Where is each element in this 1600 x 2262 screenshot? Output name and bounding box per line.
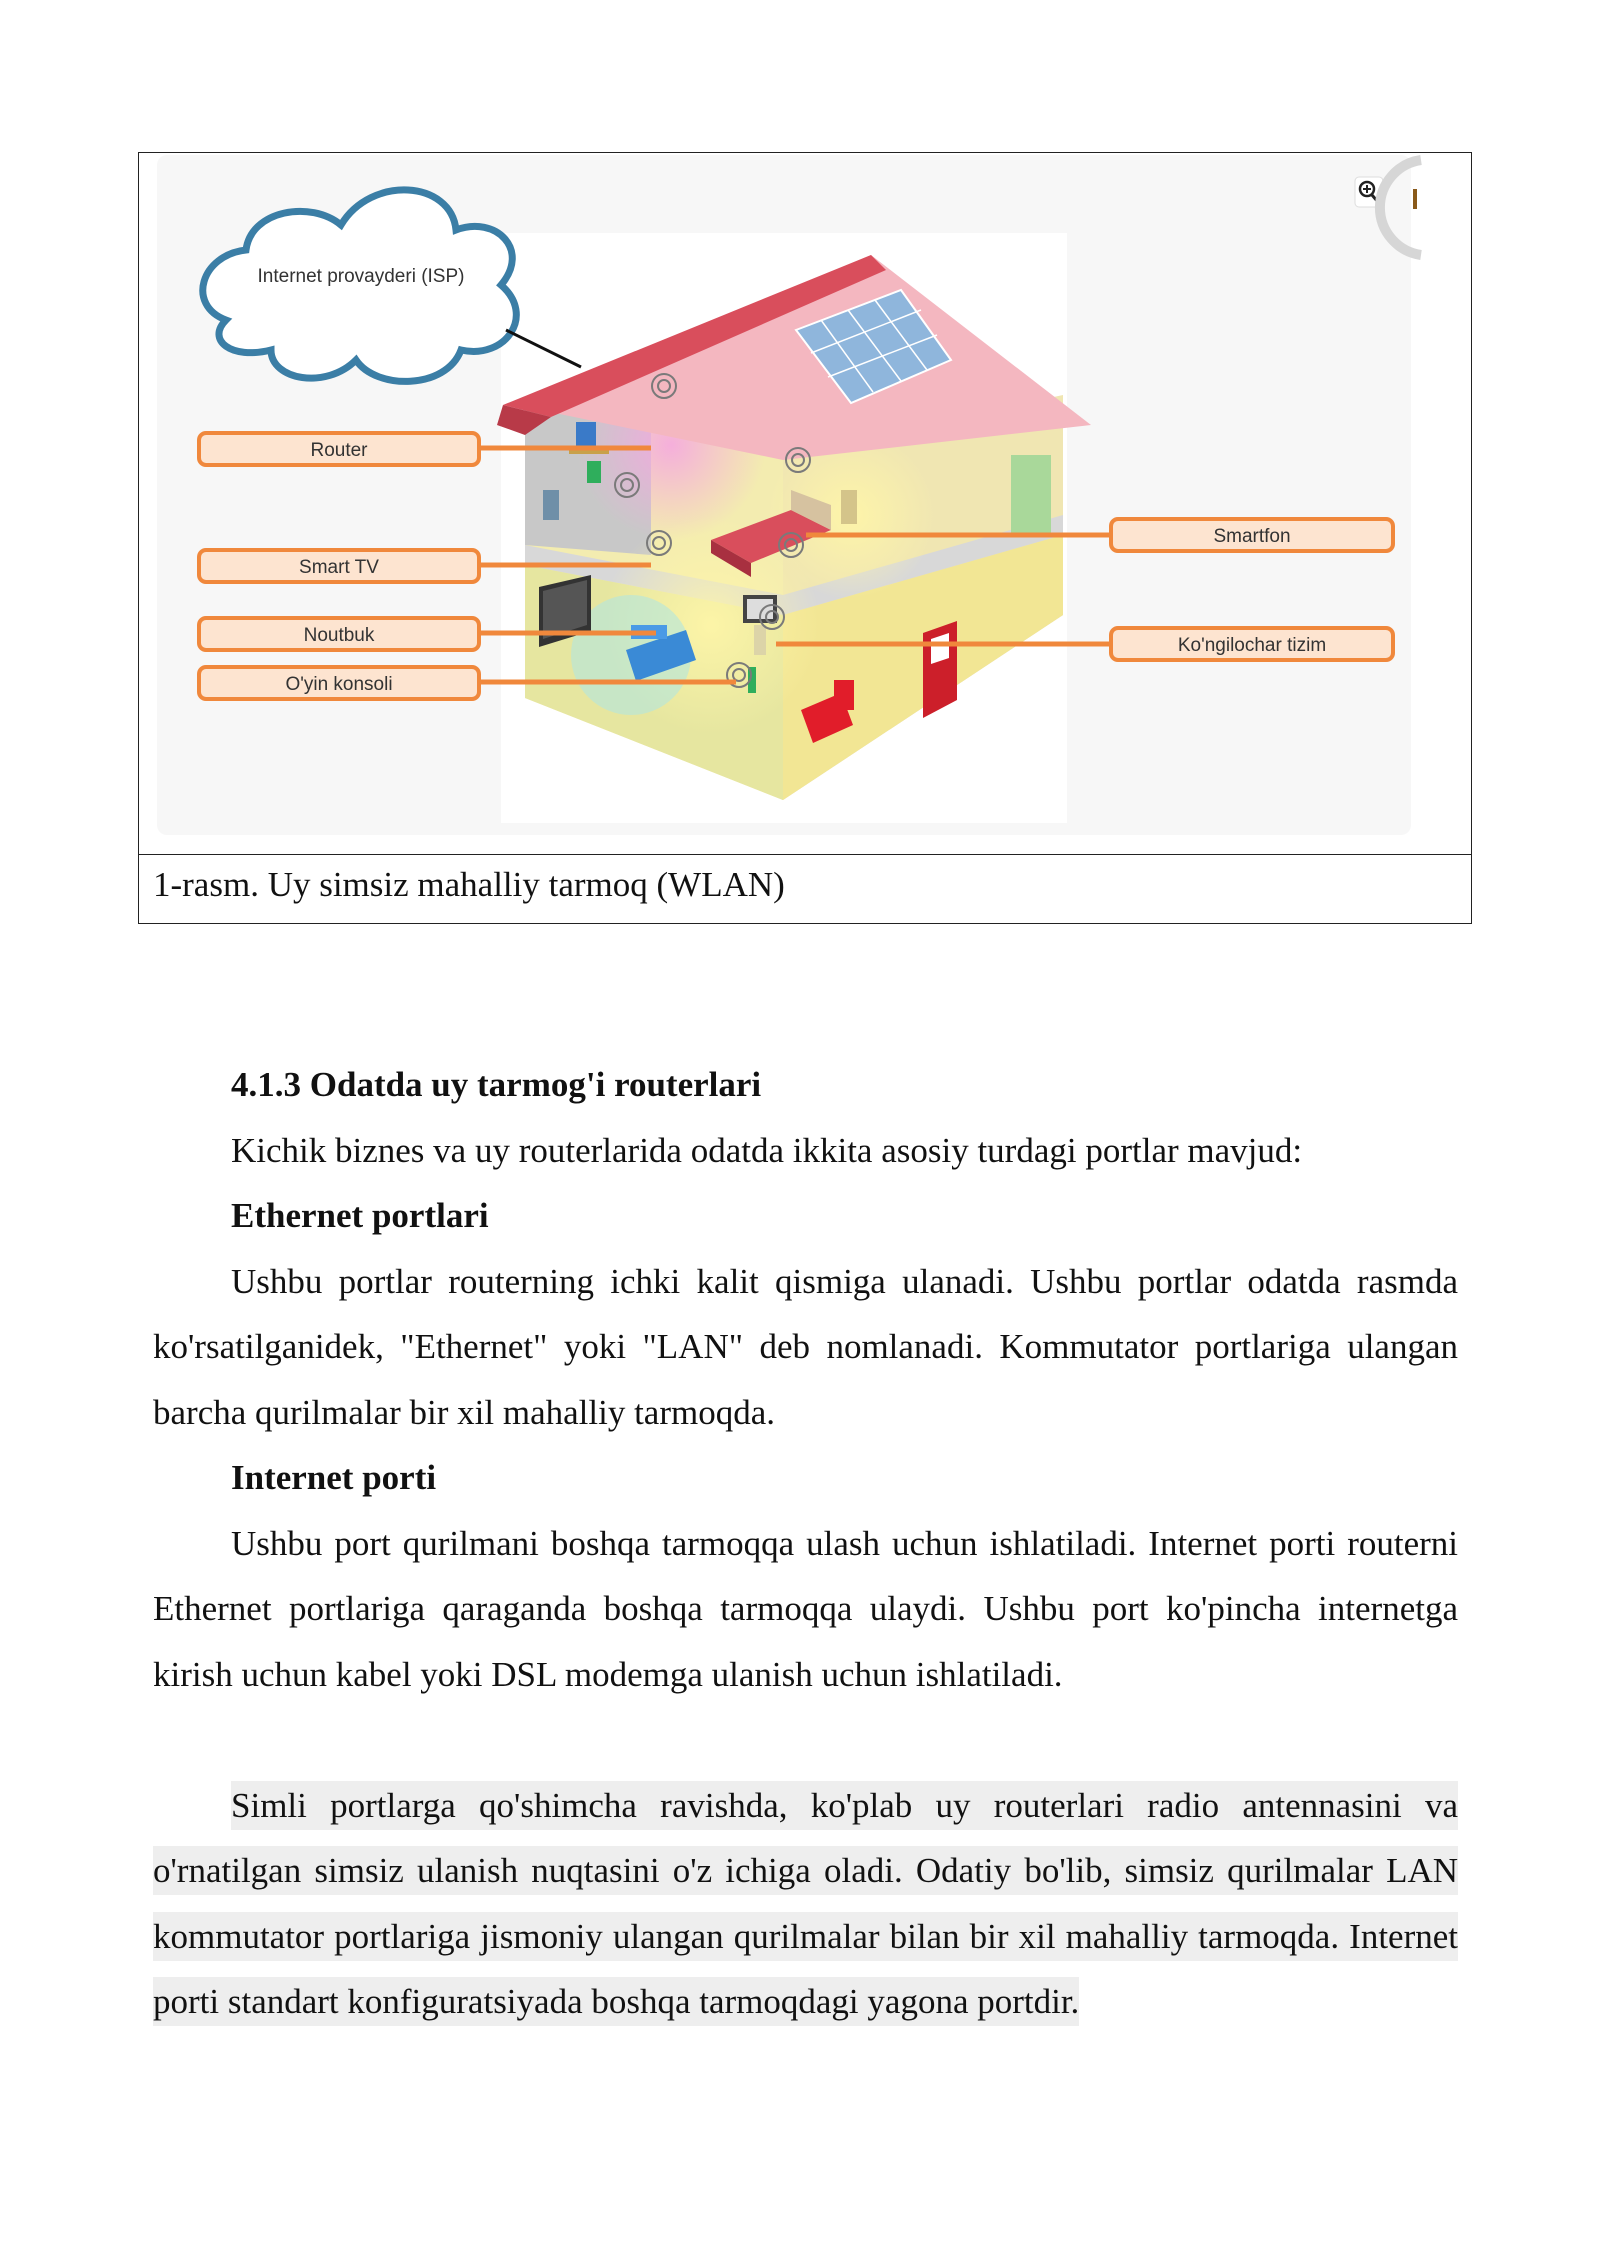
body-text: [153, 1052, 1458, 2035]
internet-paragraph: Ushbu port qurilmani boshqa tarmoqqa ulash uchun ishlatiladi. Internet porti routerni Ethernet portlariga qaraganda boshqa tarmoqqa ulaydi. Ushbu port ko'pincha internetga kirish uchun kabel yoki DSL modemga ulanish uchun ishlatiladi.: [153, 1523, 1458, 1694]
label-router: [199, 433, 479, 465]
label-oyin-konsoli: [199, 667, 479, 699]
svg-text:Router: Router: [310, 440, 368, 461]
label-smartfon: [1111, 519, 1393, 551]
figure-table: [138, 152, 1472, 924]
highlighted-text: Simli portlarga qo'shimcha ravishda, ko'plab uy routerlari radio antennasini va o'rnatilgan simsiz ulanish nuqtasini o'z ichiga oladi. Odatiy bo'lib, simsiz qurilmalar LAN kommutator portlariga jismoniy ulangan qurilmalar bilan bir xil mahalliy tarmoqda. Internet porti standart konfiguratsiyada boshqa tarmoqdagi yagona portdir.: [153, 1781, 1458, 2027]
figure-image-cell: [139, 153, 1471, 855]
svg-text:Smart TV: Smart TV: [299, 557, 379, 578]
figure-caption: 1-rasm. Uy simsiz mahalliy tarmoq (WLAN): [153, 865, 785, 904]
router-desk-screen: [576, 422, 596, 448]
label-kongilochar-tizim: [1111, 628, 1393, 660]
bedside: [841, 490, 857, 524]
section-heading: 4.1.3 Odatda uy tarmog'i routerlari: [231, 1065, 762, 1104]
intro-paragraph: Kichik biznes va uy routerlarida odatda ikkita asosiy turdagi portlar mavjud:: [231, 1130, 1303, 1170]
svg-text:Ko'ngilochar tizim: Ko'ngilochar tizim: [1177, 635, 1327, 656]
green-room: [1011, 455, 1051, 535]
ethernet-heading: Ethernet portlari: [231, 1196, 489, 1235]
svg-text:Noutbuk: Noutbuk: [303, 625, 375, 646]
paragraph-gap: [153, 1707, 1458, 1773]
label-noutbuk: [199, 618, 479, 650]
office-cabinet: [543, 490, 559, 520]
svg-text:Smartfon: Smartfon: [1213, 526, 1291, 547]
internet-heading: Internet porti: [231, 1458, 437, 1497]
wlan-house-diagram: [151, 155, 1471, 855]
office-chair: [587, 461, 601, 483]
isp-cloud-label: Internet provayderi (ISP): [257, 266, 465, 287]
ethernet-paragraph: Ushbu portlar routerning ichki kalit qismiga ulanadi. Ushbu portlar odatda rasmda ko'rsatilganidek, "Ethernet" yoki "LAN" deb nomlanadi. Kommutator portlariga ulangan barcha qurilmalar bir xil mahalliy tarmoqda.: [153, 1261, 1458, 1432]
ring-marker: [1413, 189, 1417, 209]
svg-text:O'yin konsoli: O'yin konsoli: [285, 674, 393, 695]
label-smart-tv: [199, 550, 479, 582]
wireless-paragraph: [153, 1773, 1458, 2035]
